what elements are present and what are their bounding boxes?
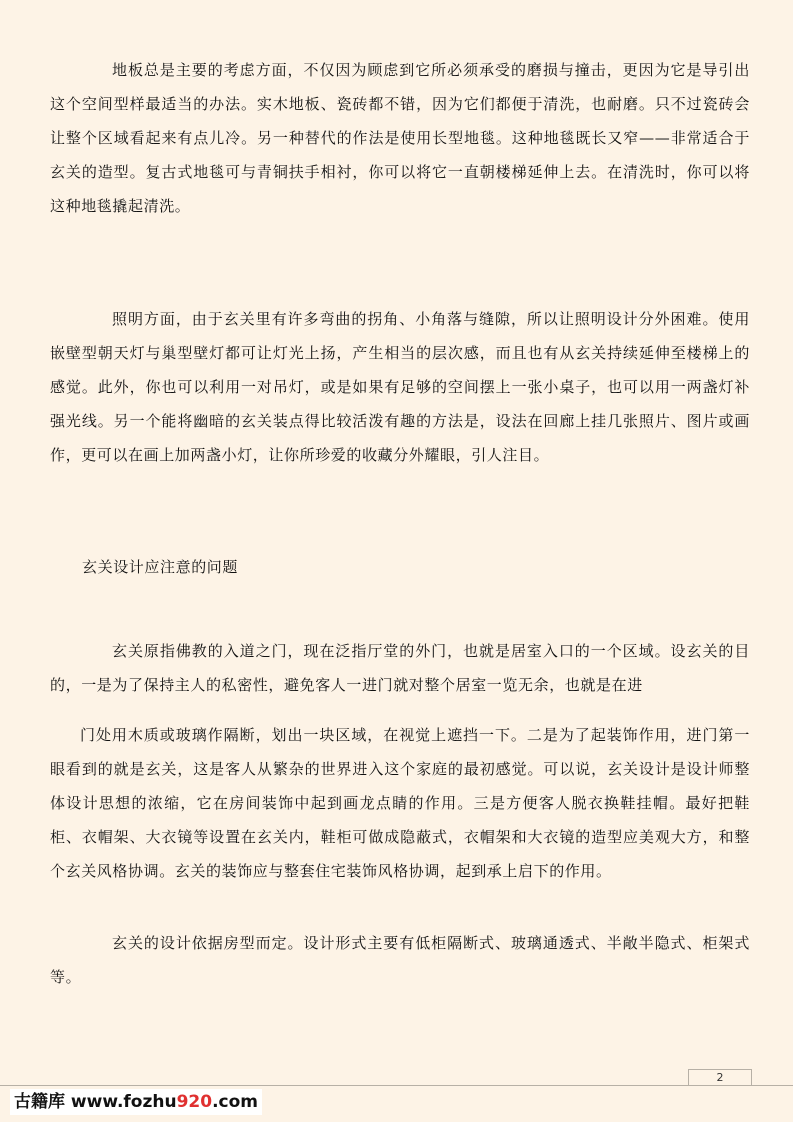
paragraph-flooring: 地板总是主要的考虑方面，不仅因为顾虑到它所必须承受的磨损与撞击，更因为它是导引出这个空间型样最适当的办法。实木地板、瓷砖都不错，因为它们都便于清洗，也耐磨。只不过瓷砖会让整个区域看起来有点儿冷。另一种替代的作法是使用长型地毯。这种地毯既长又窄——非常适合于玄关的造型。复古式地毯可与青铜扶手相衬，你可以将它一直朝楼梯延伸上去。在清洗时，你可以将这种地毯撬起清洗。 [50,61,750,215]
site-watermark [10,1089,262,1115]
paragraph-purposes: 门处用木质或玻璃作隔断，划出一块区域，在视觉上遮挡一下。二是为了起装饰作用，进门第一眼看到的就是玄关，这是客人从繁杂的世界进入这个家庭的最初感觉。可以说，玄关设计是设计师整体设计思想的浓缩，它在房间装饰中起到画龙点睛的作用。三是方便客人脱衣换鞋挂帽。最好把鞋柜、衣帽架、大衣镜等设置在玄关内，鞋柜可做成隐蔽式，衣帽架和大衣镜的造型应美观大方，和整个玄关风格协调。玄关的装饰应与整套住宅装饰风格协调，起到承上启下的作用。 [50,726,750,880]
page-number: 2 [688,1069,752,1086]
paragraph-design-forms: 玄关的设计依据房型而定。设计形式主要有低柜隔断式、玻璃通透式、半敞半隐式、柜架式等。 [50,934,750,986]
paragraph-lighting: 照明方面，由于玄关里有许多弯曲的拐角、小角落与缝隙，所以让照明设计分外困难。使用嵌壁型朝天灯与巢型壁灯都可让灯光上扬，产生相当的层次感，而且也有从玄关持续延伸至楼梯上的感觉。此外，你也可以利用一对吊灯，或是如果有足够的空间摆上一张小桌子，也可以用一两盏灯补强光线。另一个能将幽暗的玄关装点得比较活泼有趣的方法是，设法在回廊上挂几张照片、图片或画作，更可以在画上加两盏小灯，让你所珍爱的收藏分外耀眼，引人注目。 [50,310,750,464]
watermark-suffix: .com [212,1092,259,1112]
watermark-prefix: 古籍库 www.fozhu [14,1092,177,1112]
footer-divider [0,1085,793,1086]
section-heading: 玄关设计应注意的问题 [82,558,239,576]
watermark-number: 920 [176,1092,213,1112]
paragraph-definition: 玄关原指佛教的入道之门，现在泛指厅堂的外门，也就是居室入口的一个区域。设玄关的目的，一是为了保持主人的私密性，避免客人一进门就对整个居室一览无余，也就是在进 [50,642,750,694]
